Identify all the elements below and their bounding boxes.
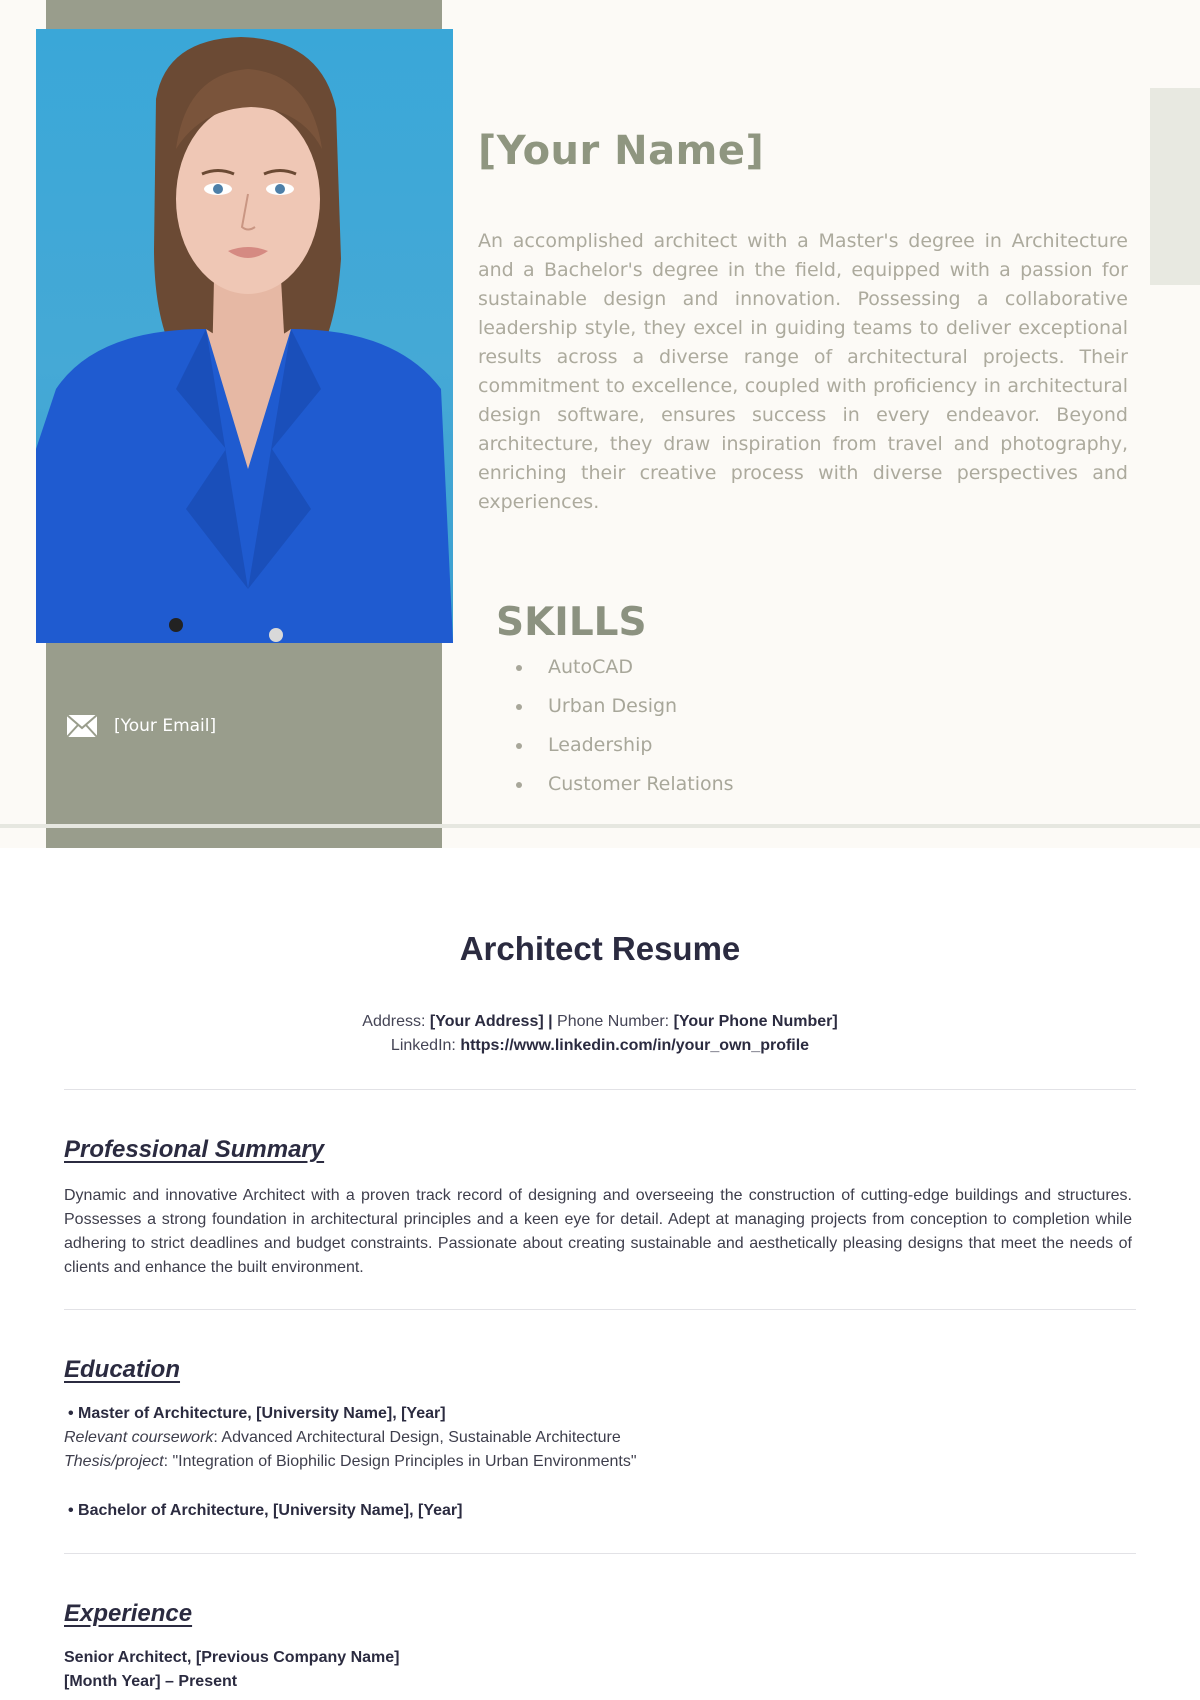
job-dates: [Month Year] – Present bbox=[64, 1673, 238, 1690]
coursework-line bbox=[64, 1426, 637, 1450]
phone-value: [Your Phone Number] bbox=[673, 1013, 838, 1030]
job-title: Senior Architect, [Previous Company Name] bbox=[64, 1649, 400, 1666]
section-divider bbox=[64, 1089, 1136, 1090]
linkedin-label: LinkedIn: bbox=[390, 1037, 461, 1054]
skills-heading: SKILLS bbox=[496, 600, 647, 645]
phone-label: Phone Number: bbox=[557, 1013, 674, 1030]
contact-line-1 bbox=[0, 1010, 1200, 1034]
education-entry bbox=[64, 1402, 637, 1474]
thesis-line bbox=[64, 1450, 637, 1474]
address-value: [Your Address] bbox=[429, 1013, 544, 1030]
summary-heading: Professional Summary bbox=[64, 1136, 325, 1163]
skill-item: Leadership bbox=[516, 730, 734, 769]
coursework-label: Relevant coursework bbox=[64, 1429, 214, 1446]
skills-list bbox=[516, 652, 734, 808]
experience-heading: Experience bbox=[64, 1600, 193, 1627]
degree-title: • Master of Architecture, [University Name], [Year] bbox=[64, 1402, 637, 1426]
email-text: [Your Email] bbox=[114, 716, 217, 736]
summary-text: Dynamic and innovative Architect with a proven track record of designing and overseeing the construction of cutting-edge buildings and structures. Possesses a strong foundation in architectural principles and a keen eye for detail. Adept at managing projects from conception to completion while adhering to strict deadlines and budget constraints. Passionate about creating sustainable and aesthetically pleasing designs that meet the needs of clients and enhance the built environment. bbox=[64, 1187, 1132, 1276]
portrait-illustration bbox=[36, 29, 453, 643]
coursework-text: : Advanced Architectural Design, Sustainable Architecture bbox=[213, 1429, 621, 1446]
contact-separator: | bbox=[543, 1013, 558, 1030]
education-entry bbox=[64, 1499, 462, 1523]
linkedin-link[interactable]: https://www.linkedin.com/in/your_own_profile bbox=[460, 1037, 810, 1054]
profile-bio: An accomplished architect with a Master's degree in Architecture and a Bachelor's degree in the field, equipped with a passion for sustainable design and innovation. Possessing a collaborative leadership style, they excel in guiding teams to deliver exceptional results across a diverse range of architectural projects. Their commitment to excellence, coupled with proficiency in architectural design software, ensures success in every endeavor. Beyond architecture, they draw inspiration from travel and photography, enriching their creative process with diverse perspectives and experiences. bbox=[478, 230, 1128, 513]
skill-item: AutoCAD bbox=[516, 652, 734, 691]
email-contact bbox=[66, 714, 216, 738]
envelope-icon bbox=[66, 714, 98, 738]
address-label: Address: bbox=[362, 1013, 430, 1030]
document-title: Architect Resume bbox=[459, 930, 741, 967]
thesis-label: Thesis/project bbox=[64, 1453, 164, 1470]
card-divider bbox=[0, 824, 1200, 828]
section-divider bbox=[64, 1309, 1136, 1310]
education-heading: Education bbox=[64, 1356, 181, 1383]
thesis-text: : "Integration of Biophilic Design Principles in Urban Environments" bbox=[163, 1453, 637, 1470]
degree-title: • Bachelor of Architecture, [University Name], [Year] bbox=[64, 1499, 462, 1523]
candidate-name: [Your Name] bbox=[478, 128, 765, 174]
contact-line-2 bbox=[0, 1034, 1200, 1058]
profile-photo bbox=[36, 29, 453, 643]
section-divider bbox=[64, 1553, 1136, 1554]
skill-item: Urban Design bbox=[516, 691, 734, 730]
decorative-tab bbox=[1150, 88, 1200, 285]
skill-item: Customer Relations bbox=[516, 769, 734, 808]
contact-info bbox=[0, 1010, 1200, 1058]
resume-card bbox=[0, 0, 1200, 848]
